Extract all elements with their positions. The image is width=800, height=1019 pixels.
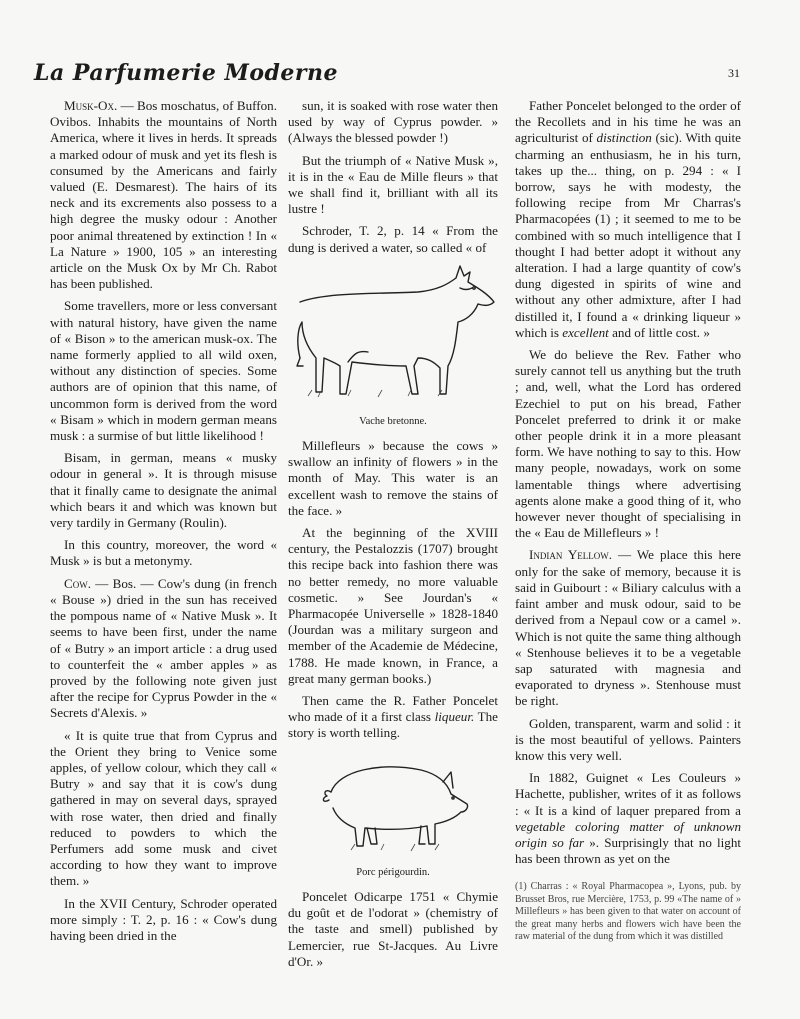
footnote-text: (1) Charras : « Royal Pharmacopea », Lyons, pub. by Brusset Bros, rue Mercière, 1753, p. 99 «The name of » Millefleurs » has been given to that water on account of the great many herbs and flowers wich have been the raw material of the dung from which it was distilled bbox=[515, 881, 741, 943]
paragraph-text: The story is worth telling. bbox=[288, 709, 498, 741]
figure-caption: Vache bretonne. bbox=[359, 415, 427, 427]
paragraph-musk-ox bbox=[50, 98, 277, 292]
emphasis: vegetable coloring matter of unknown origin so far bbox=[515, 818, 741, 850]
paragraph: But the triumph of « Native Musk », it is in the « Eau de Mille fleurs » that we shall find it, brilliant with all its lustre ! bbox=[288, 152, 498, 217]
paragraph: Golden, transparent, warm and solid : it is the most beautiful of yellows. Painters know this very well. bbox=[515, 715, 741, 763]
column-3 bbox=[515, 98, 741, 950]
paragraph bbox=[288, 693, 498, 742]
emphasis: distinction bbox=[596, 130, 652, 146]
footnote bbox=[515, 881, 741, 944]
paragraph-text: — Bos moschatus, of Buffon. Ovibos. Inhabits the mountains of North America, where it lives in herds. It spreads a marked odour of musk and yet its flesh is consumed by the Americans and fairly valued (E. Desmarest). The hairs of its neck and its excrements also possess to a high degree the musky odour : Another poor animal threatened by extinction ! In « La Nature » 1900, 105 » an interesting article on the Musk Ox by Mr Ch. Rabot has been published. bbox=[50, 98, 277, 292]
pig-illustration bbox=[311, 748, 476, 863]
paragraph: In the XVII Century, Schroder operated more simply : T. 2, p. 16 : « Cow's dung having been dried in the bbox=[50, 895, 277, 943]
paragraph-text: Father Poncelet belonged to the order of the Recollets and in his time he was an agriculturist of bbox=[515, 98, 741, 146]
column-2 bbox=[288, 98, 498, 976]
paragraph: « It is quite true that from Cyprus and the Orient they bring to Venice some apples, of yellow colour, which they call « Butry » and say that it is cow's dung gathered in may on several days, sprayed with rose water, then dried and finally reduced to powders to which the Perfumers add some musk and civet according to how they want to improve them. » bbox=[50, 727, 277, 889]
figure-cow bbox=[288, 262, 498, 430]
entry-heading: Indian Yellow. bbox=[529, 547, 613, 563]
figure-caption: Porc périgourdin. bbox=[356, 866, 430, 878]
paragraph: We do believe the Rev. Father who surely cannot tell us anything but the truth ; and, well, what the Lord has ordered Ezechiel to put on his bread, Father Poncelet preferred to drink it or make other people drink it in a more pleasant form. We have nothing to say to this. How many people, nowadays, work on some lamentable things where advertising agents alone make a good thing of it, who however never thought of specialising in the « Eau de Millefleurs » ! bbox=[515, 347, 741, 541]
paragraph: Millefleurs » because the cows » swallow an infinity of flowers » in the month of May. This water is an excellent wash to remove the stains of the face. » bbox=[288, 438, 498, 518]
emphasis: liqueur. bbox=[434, 709, 475, 725]
paragraph: Bisam, in german, means « musky odour in general ». It is through misuse that it finally came to designate the animal which bears it and which was known but very tardily in Germany (Roulin). bbox=[50, 450, 277, 531]
paragraph: Schroder, T. 2, p. 14 « From the dung is derived a water, so called « of bbox=[288, 223, 498, 255]
paragraph: Poncelet Odicarpe 1751 « Chymie du goût et de l'odorat » (chemistry of the taste and smell) published by Lemercier, rue St-Jacques. Au Livre d'Or. » bbox=[288, 888, 498, 969]
masthead: La Parfumerie Moderne bbox=[34, 60, 339, 86]
paragraph-text: — Bos. — Cow's dung (in french « Bouse ») dried in the sun has received the pompous name of « Native Musk ». It seems to have been first, under the name of « Butry » an import article : a drug used to counterfeit the « amber apples » as proved by the following note given just after the recipe for Cyprus Powder in the « Secrets d'Alexis. » bbox=[50, 575, 277, 721]
paragraph: Some travellers, more or less conversant with natural history, have given the name of « Bison » to the american musk-ox. The name formerly applied to all wild oxen, without any distinction of species. Some authors are of opinion that this name, of uncommon form is derived from the word « Bisam » which in modern german means musk : a surmise of but little likelihood ! bbox=[50, 298, 277, 444]
cow-illustration bbox=[288, 262, 503, 412]
paragraph: In this country, moreover, the word « Musk » is but a metonymy. bbox=[50, 537, 277, 569]
paragraph: sun, it is soaked with rose water then used by way of Cyprus powder. » (Always the blessed powder !) bbox=[288, 98, 498, 146]
paragraph bbox=[515, 770, 741, 867]
entry-heading: Musk-Ox. bbox=[64, 98, 118, 113]
emphasis: excellent bbox=[562, 324, 609, 340]
paragraph-text: and of little cost. » bbox=[608, 324, 710, 340]
entry-heading: Cow. bbox=[64, 575, 92, 591]
column-1 bbox=[50, 98, 277, 950]
paragraph-text: (sic). With quite charming an enthusiasm, he in his turn, takes up the... thing, on p. 294 : « I borrow, says he with modesty, the following recipe from Mr Charras's Pharmacopées (1) ; it seemed to me to be combined with so much intelligence that I thought I had better adopt it without any alteration. I had a large quantity of cow's dung digested in spirits of wine and without any other admixture, after I had distilled it, I found a « drinking liqueur » which is bbox=[515, 130, 741, 340]
paragraph bbox=[515, 98, 741, 341]
page-number: 31 bbox=[728, 66, 740, 80]
paragraph-indian-yellow bbox=[515, 547, 741, 709]
paragraph-text: Then came the R. Father Poncelet who made of it a first class bbox=[288, 693, 498, 725]
figure-pig bbox=[288, 748, 498, 881]
paragraph-text: — We place this here only for the sake of memory, because it is said in Guibourt : « Biliary calculus with a faint amber and musk odour, said to be derived from a Nepaul cow or a camel ». Which is not quite the same thing although « Stenhouse believes it to be a vegetable sap saturated with magnesia and evaporated to dryness ». Stenhouse must be right. bbox=[515, 547, 741, 709]
page-header bbox=[34, 60, 740, 90]
paragraph: At the beginning of the XVIII century, the Pestalozzis (1707) brought this recipe back into fashion there was no better remedy, no more valuable cosmetic. » See Jourdan's « Pharmacopée Universelle » 1828-1840 (Jourdan was a military surgeon and member of the Academie de Médecine, 1788. He made known, in France, a great many german books.) bbox=[288, 525, 498, 686]
paragraph-text: In 1882, Guignet « Les Couleurs » Hachette, publisher, writes of it as follows : « It is a kind of laquer prepared from a bbox=[515, 770, 741, 818]
paragraph-cow bbox=[50, 576, 277, 722]
paragraph-text: ». Surprisingly that no light has been thrown as yet on the bbox=[515, 834, 741, 867]
